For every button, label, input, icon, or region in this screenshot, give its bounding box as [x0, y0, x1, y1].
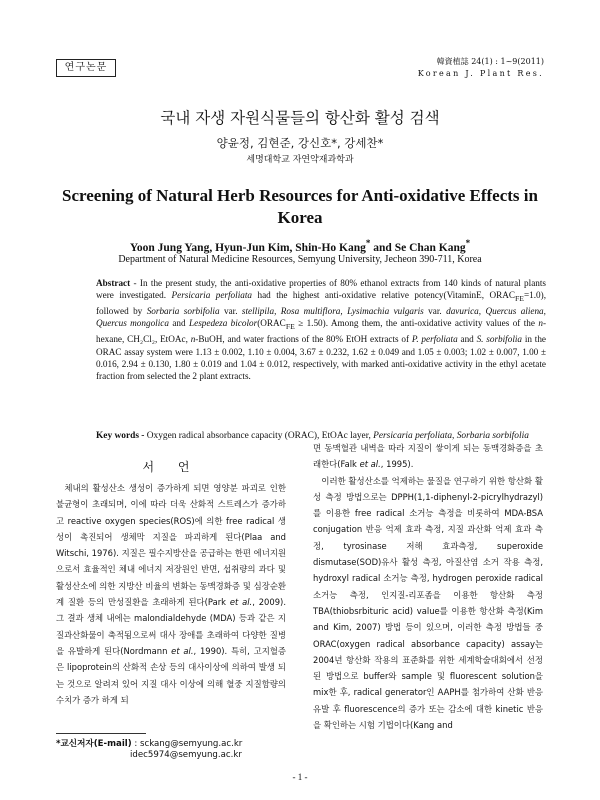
abstract-label: Abstract — [96, 278, 131, 288]
corresponding-mark: * — [365, 238, 371, 248]
abstract-text: -BuOH, and water fractions of the 80% EtOH extracts of — [195, 334, 412, 345]
email-link-2[interactable]: idec5974@semyung.ac.kr — [130, 750, 242, 760]
abstract-text: ≥ 1.50). Among them, the anti-oxidative activity values of the — [294, 318, 539, 329]
citation-etal: et al. — [359, 459, 381, 470]
title-korean: 국내 자생 자원식물들의 항산화 활성 검색 — [160, 109, 440, 127]
abstract-text: had the highest anti-oxidative relative potency(VitaminE, ORAC — [252, 290, 516, 301]
subscript: FE — [515, 294, 524, 304]
journal-info — [418, 56, 544, 80]
body-column-left — [56, 480, 286, 708]
abstract-text: =1.0), followed by — [96, 290, 547, 317]
separator: : — [131, 739, 140, 749]
journal-citation: 韓資植誌 24(1) : 1~9(2011) — [436, 57, 544, 66]
article-type-badge: 연구논문 — [56, 59, 116, 77]
species-name: Persicaria perfoliata — [171, 290, 252, 301]
authors-english — [0, 238, 600, 254]
section-heading-introduction: 서 언 — [142, 460, 200, 474]
italic-n: n — [190, 334, 196, 345]
authors-korean: 양윤정, 김현준, 강신호*, 강세찬* — [216, 136, 384, 150]
keywords-species: Persicaria perfoliata, Sorbaria sorbifolia — [373, 431, 529, 441]
authors-english-part2: and Se Chan Kang — [370, 241, 466, 254]
abstract-text: - In the present study, the anti-oxidative properties of 80% ethanol extracts from 140 kinds of natural plants were investigated. — [96, 278, 546, 301]
paragraph-text: 면 동맥혈관 내벽을 따라 지질이 쌓이게 되는 동맥경화증을 초래한다(Falk — [313, 443, 543, 470]
paragraph-text: , 1990). 특히, 고지혈증은 lipoprotein의 산화적 손상 등의 대사이상에 의하여 발생 되는 것으로 알려져 있어 지질 대사 이상에 의해 혈중 지질함량의 수치가 증가 하게 되 — [56, 645, 286, 705]
authors-english-part1: Yoon Jung Yang, Hyun-Jun Kim, Shin-Ho Kang — [129, 241, 366, 254]
corresponding-mark-2: * — [465, 238, 471, 248]
footnote-rule — [56, 733, 146, 734]
title-english: Screening of Natural Herb Resources for Anti-oxidative Effects in Korea — [62, 186, 538, 227]
affiliation-korean: 세명대학교 자연약재과학과 — [246, 155, 354, 165]
species-name: Lespedeza bicolor — [189, 318, 258, 329]
paragraph-continued — [313, 440, 543, 473]
abstract-text: and — [457, 334, 477, 345]
keywords-label: Key words - — [96, 431, 145, 441]
abstract — [96, 277, 546, 382]
abstract-text: var. — [219, 306, 242, 317]
species-name: P. perfoliata — [411, 334, 458, 345]
species-name: stellipila, Rosa multiflora, Lysimachia vulgaris — [241, 306, 424, 317]
paragraph: 이러한 활성산소를 억제하는 물질을 연구하기 위한 항산화 활성 측정 방법으로는 DPPH(1,1-diphenyl-2-picrylhydrazyl)를 이용한 free radical 소거능 측정을 비롯하여 MDA-BSA conjugation 반응 억제 효과 측정, 지질 과산화 억제 효과 측정, tyrosinase 저해 효과측정, superoxide dismutase(SOD)유사 활성 측정, 아질산염 소거 작용 측정, hydroxyl radical 소거능 측정, hydrogen peroxide radical 소거능 측정, 인지질-리포좀을 이용한 항산화 측정 TBA(thiobsrbituric acid) value를 이용한 항산화 측정(Kim and Kim, 2007) 방법 등이 있으며, 이러한 측정 방법들 중 ORAC(oxygen radical absorbance capacity) assay는 2004년 항산화 작용의 표준화를 위한 세계학술대회에서 선정된 방법으로 buffer와 sample 및 fluorescent solution을 mix한 후, radical generator인 AAPH를 첨가하여 산화 반응 유발 후 fluorescence의 증가 또는 감소에 대한 kinetic 반응을 확인하는 시험 기법이다(Kang and — [313, 475, 543, 731]
correspondence-footnote — [56, 739, 242, 761]
paragraph — [56, 480, 286, 708]
italic-n: n — [538, 318, 543, 329]
abstract-text: and — [168, 318, 190, 329]
page-number: - 1 - — [292, 772, 308, 782]
abstract-text: var. — [423, 306, 447, 317]
correspondence-label: *교신저자(E-mail) — [56, 739, 132, 749]
paragraph-text: , 2009). 그 결과 생체 내에는 malondialdehyde (MDA) 등과 같은 지질과산화물이 축적됨으로써 대사 장애를 초래하여 다양한 질병을 유발하게 된다(Nordmann — [56, 597, 286, 656]
abstract-text: (ORAC — [257, 318, 286, 329]
paragraph-text: 체내의 활성산소 생성이 증가하게 되면 영양분 파괴로 인한 불균형이 초래되며, 이에 따라 더욱 산화적 스트레스가 증가하고 reactive oxygen species(ROS)에 의한 free radical 생성이 촉진되어 생체막 지질을 파괴하게 된다(Plaa and Witschi, 1976). 지질은 필수지방산을 공급하는 한편 에너지원으로서 효율적인 체내 에너지 저장원인 반면, 섭취량의 과다 및 활성산소에 의한 지방산 비율의 변화는 동맥경화증 및 심장순환계 질환 등의 만성질환을 초래하게 된다(Park — [56, 483, 286, 608]
keywords-text: Oxygen radical absorbance capacity (ORAC), EtOAc layer, — [144, 431, 374, 441]
body-column-right — [313, 440, 543, 733]
paragraph-text: , 1995). — [380, 459, 414, 470]
subscript: FE — [285, 322, 295, 332]
species-name: davurica, Quercus aliena, Quercus mongolica — [96, 306, 546, 329]
species-name: S. sorbifolia — [476, 334, 523, 345]
affiliation-english: Department of Natural Medicine Resources, Semyung University, Jecheon 390-711, Korea — [118, 254, 482, 265]
abstract-text: in the ORAC assay system were 1.13 ± 0.002, 1.10 ± 0.004, 3.67 ± 0.232, 1.62 ± 0.049 and 1.05 ± 0.003; 1.02 ± 0.007, 1.00 ± 0.016, 2.94 ± 0.130, 1.80 ± 0.019 and 1.04 ± 0.012, respectively, with marked anti-oxidative activity in the ethyl acetate fraction from selected the 2 plant extracts. — [96, 334, 546, 382]
citation-etal: et al. — [229, 597, 253, 608]
journal-name: Korean J. Plant Res. — [417, 69, 544, 78]
abstract-text: -hexane, CH₂Cl₂, EtOAc, — [96, 318, 546, 345]
email-link-1[interactable]: sckang@semyung.ac.kr — [140, 739, 243, 749]
species-name: Sorbaria sorbifolia — [146, 306, 220, 317]
citation-etal: et al. — [171, 645, 194, 656]
